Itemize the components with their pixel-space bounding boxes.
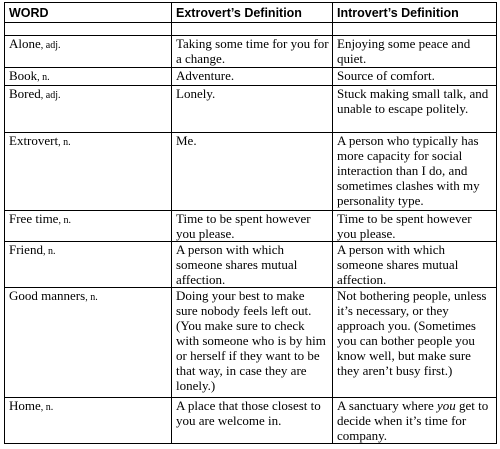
introvert-definition-cell xyxy=(333,398,497,444)
word-text: Alone xyxy=(9,36,41,51)
table-row xyxy=(5,68,497,86)
word-text: Friend xyxy=(9,242,43,257)
extrovert-definition-cell: Time to be spent however you please. xyxy=(172,211,333,242)
empty-cell xyxy=(172,23,333,36)
header-introvert-definition: Introvert’s Definition xyxy=(333,3,497,23)
table-row xyxy=(5,86,497,133)
introvert-definition-cell: Source of comfort. xyxy=(333,68,497,86)
definition-text: A sanctuary where xyxy=(337,398,437,413)
word-cell xyxy=(5,288,172,398)
introvert-definition-cell: Stuck making small talk, and unable to escape politely. xyxy=(333,86,497,133)
word-text: Extrovert xyxy=(9,133,59,148)
word-cell xyxy=(5,36,172,68)
part-of-speech: , n. xyxy=(85,292,98,303)
table-row xyxy=(5,211,497,242)
introvert-definition-cell: A person who typically has more capacity for social interaction than I do, and sometimes clashes with my personality type. xyxy=(333,133,497,211)
extrovert-definition-cell: Taking some time for you for a change. xyxy=(172,36,333,68)
table-row xyxy=(5,288,497,398)
word-cell xyxy=(5,68,172,86)
table-row xyxy=(5,133,497,211)
extrovert-definition-cell: Lonely. xyxy=(172,86,333,133)
table-row xyxy=(5,36,497,68)
word-cell xyxy=(5,242,172,288)
word-text: Good manners xyxy=(9,288,86,303)
empty-cell xyxy=(5,23,172,36)
part-of-speech: , n. xyxy=(42,246,56,257)
extrovert-definition-cell: A place that those closest to you are welcome in. xyxy=(172,398,333,444)
table-row xyxy=(5,398,497,444)
word-cell xyxy=(5,398,172,444)
extrovert-definition-cell: A person with which someone shares mutual affection. xyxy=(172,242,333,288)
word-text: Book xyxy=(9,68,38,83)
part-of-speech: , n. xyxy=(58,215,71,226)
empty-row xyxy=(5,23,497,36)
header-row xyxy=(5,3,497,23)
extrovert-definition-cell: Adventure. xyxy=(172,68,333,86)
definition-text: get to decide when it’s time for company. xyxy=(337,398,489,443)
word-text: Free time xyxy=(9,211,59,226)
table-row xyxy=(5,242,497,288)
word-text: Bored xyxy=(9,86,41,101)
part-of-speech: , adj. xyxy=(40,40,61,51)
extrovert-definition-cell: Me. xyxy=(172,133,333,211)
word-cell xyxy=(5,133,172,211)
word-cell xyxy=(5,211,172,242)
introvert-definition-cell: A person with which someone shares mutual affection. xyxy=(333,242,497,288)
word-cell xyxy=(5,86,172,133)
part-of-speech: , adj. xyxy=(40,90,61,101)
part-of-speech: , n. xyxy=(40,402,54,413)
extrovert-definition-cell: Doing your best to make sure nobody feels left out. (You make sure to check with someone who is by him or herself if they want to be that way, in case they are lonely.) xyxy=(172,288,333,398)
introvert-definition-cell: Time to be spent however you please. xyxy=(333,211,497,242)
header-word: WORD xyxy=(5,3,172,23)
definitions-table xyxy=(4,2,497,444)
part-of-speech: , n. xyxy=(58,137,71,148)
introvert-definition-cell: Not bothering people, unless it’s necessary, or they approach you. (Sometimes you can bother people you know well, but make sure they aren’t busy first.) xyxy=(333,288,497,398)
word-text: Home xyxy=(9,398,41,413)
part-of-speech: , n. xyxy=(37,72,50,83)
introvert-definition-cell: Enjoying some peace and quiet. xyxy=(333,36,497,68)
emphasized-word: you xyxy=(437,398,456,413)
header-extrovert-definition: Extrovert’s Definition xyxy=(172,3,333,23)
empty-cell xyxy=(333,23,497,36)
